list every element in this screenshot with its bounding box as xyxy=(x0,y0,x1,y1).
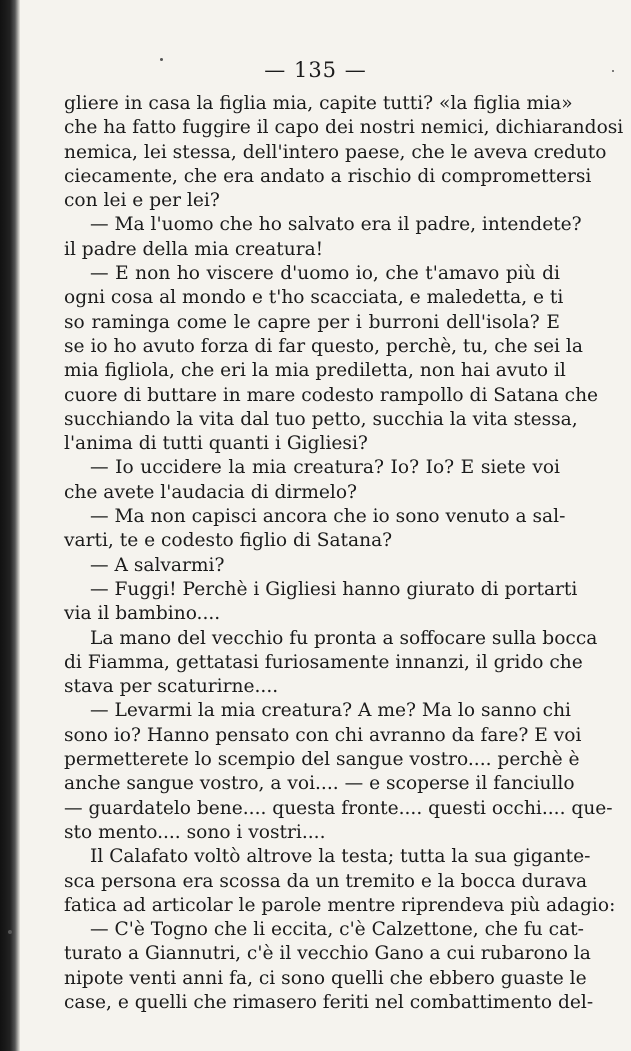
text-line: — Io uccidere la mia creatura? Io? Io? E siete voi xyxy=(90,457,560,479)
paper-speck xyxy=(160,58,163,61)
text-line: — C'è Togno che li eccita, c'è Calzettone, che fu cat- xyxy=(90,919,584,941)
text-line: stava per scaturirne.... xyxy=(64,676,279,698)
text-line: — Ma non capisci ancora che io sono venuto a sal- xyxy=(90,506,566,528)
text-line: il padre della mia creatura! xyxy=(64,238,324,260)
body-text xyxy=(64,92,624,1015)
text-line: sto mento.... sono i vostri.... xyxy=(64,821,326,843)
paper-speck xyxy=(612,70,614,72)
text-line: di Fiamma, gettatasi furiosamente innanzi, il grido che xyxy=(64,651,583,673)
text-line: so raminga come le capre per i burroni dell'isola? E xyxy=(64,311,560,333)
text-line: sca persona era scossa da un tremito e la bocca durava xyxy=(64,870,588,892)
text-line: nemica, lei stessa, dell'intero paese, che le aveva creduto xyxy=(64,141,607,163)
text-line: gliere in casa la figlia mia, capite tutti? «la figlia mia» xyxy=(64,93,573,114)
text-line: succhiando la vita dal tuo petto, succhia la vita stessa, xyxy=(64,408,578,430)
text-line: l'anima di tutti quanti i Gigliesi? xyxy=(64,433,368,455)
text-line: ogni cosa al mondo e t'ho scacciata, e maledetta, e ti xyxy=(64,287,564,309)
text-line: — E non ho viscere d'uomo io, che t'amavo più di xyxy=(90,263,560,285)
text-line: La mano del vecchio fu pronta a soffocare sulla bocca xyxy=(90,627,598,649)
text-line: se io ho avuto forza di far questo, perchè, tu, che sei la xyxy=(64,335,583,357)
text-line: — guardatelo bene.... questa fronte.... questi occhi.... que- xyxy=(64,797,613,819)
text-line: permetterete lo scempio del sangue vostro.... perchè è xyxy=(64,749,580,771)
text-line: nipote venti anni fa, ci sono quelli che ebbero guaste le xyxy=(64,967,587,989)
text-line: varti, te e codesto figlio di Satana? xyxy=(64,530,393,552)
paper-speck xyxy=(8,930,12,934)
text-line: che ha fatto fuggire il capo dei nostri nemici, dichiarandosi xyxy=(64,117,624,139)
text-line: — Fuggi! Perchè i Gigliesi hanno giurato di portarti xyxy=(90,578,578,600)
text-line: cuore di buttare in mare codesto rampollo di Satana che xyxy=(64,384,599,406)
text-line: — Levarmi la mia creatura? A me? Ma lo sanno chi xyxy=(90,700,571,722)
binding-edge xyxy=(0,0,20,1051)
text-line: case, e quelli che rimasero feriti nel combattimento del- xyxy=(64,991,594,1013)
text-line: turato a Giannutri, c'è il vecchio Gano a cui rubarono la xyxy=(64,943,591,965)
text-line: anche sangue vostro, a voi.... — e scoperse il fanciullo xyxy=(64,773,575,795)
text-line: mia figliola, che eri la mia prediletta, non hai avuto il xyxy=(64,360,566,382)
text-line: fatica ad articolar le parole mentre riprendeva più adagio: xyxy=(64,894,616,916)
text-line: Il Calafato voltò altrove la testa; tutta la sua gigante- xyxy=(90,846,591,868)
text-line: che avete l'audacia di dirmelo? xyxy=(64,481,357,503)
text-line: ciecamente, che era andato a rischio di compromettersi xyxy=(64,165,592,187)
text-line: con lei e per lei? xyxy=(64,190,220,212)
text-line: — Ma l'uomo che ho salvato era il padre, intendete? xyxy=(90,214,582,236)
text-line: sono io? Hanno pensato con chi avranno da fare? E voi xyxy=(64,724,582,746)
text-line: via il bambino.... xyxy=(64,603,221,625)
text-line: — A salvarmi? xyxy=(90,554,225,576)
page-number: — 135 — xyxy=(264,58,367,82)
